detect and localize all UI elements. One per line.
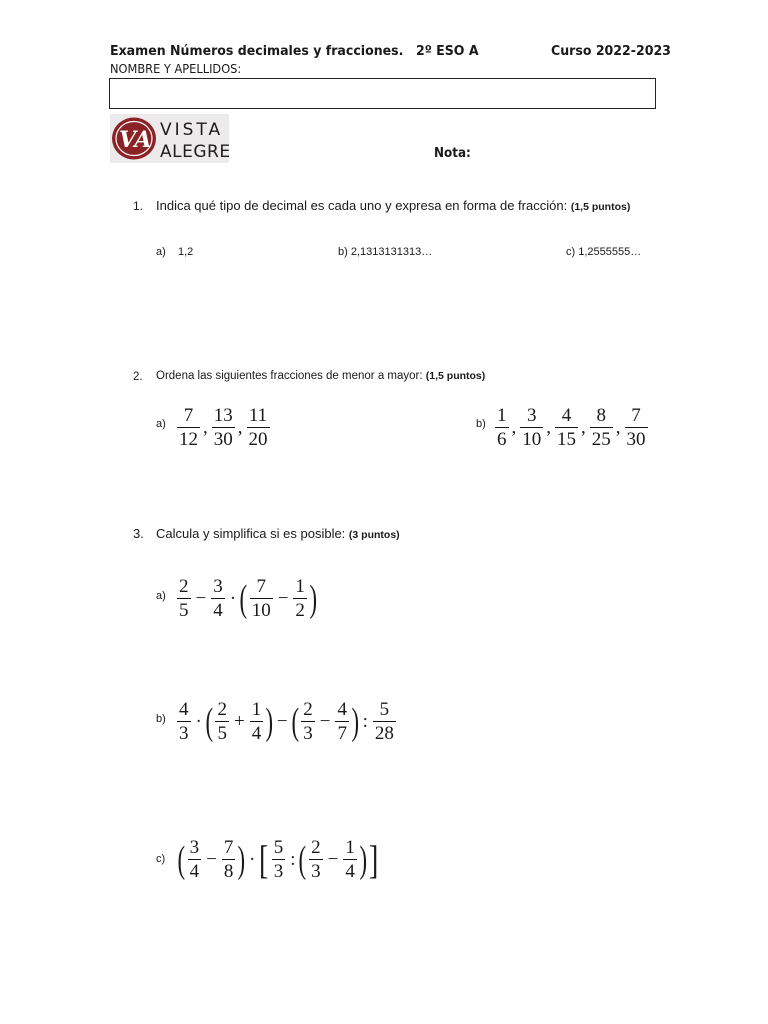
fraction-numerator: 5 — [379, 699, 390, 720]
bracket: ] — [368, 836, 378, 882]
fraction-denominator: 5 — [179, 600, 189, 621]
fraction — [177, 700, 191, 743]
fraction-numerator: 4 — [179, 699, 189, 720]
fraction-denominator: 3 — [179, 723, 189, 744]
fraction-denominator: 7 — [337, 723, 347, 744]
fraction — [555, 406, 578, 449]
parenthesis: ( — [177, 838, 186, 881]
fraction-numerator: 8 — [596, 405, 606, 426]
logo-line2: ALEGRE — [160, 142, 229, 162]
q3-text — [156, 526, 400, 541]
q3c-label: c) — [156, 853, 166, 865]
fraction-numerator: 1 — [295, 576, 305, 597]
name-label: NOMBRE Y APELLIDOS: — [110, 62, 242, 76]
math-operator: − — [206, 849, 217, 870]
fraction-numerator: 7 — [256, 576, 266, 597]
school-logo — [110, 114, 229, 163]
q1-text — [156, 198, 630, 213]
q3a-label: a) — [156, 590, 166, 602]
math-operator: − — [276, 711, 288, 732]
q1-number: 1. — [133, 199, 144, 213]
fraction-denominator: 20 — [248, 429, 268, 450]
fraction-numerator: 5 — [273, 837, 284, 858]
fraction-numerator: 2 — [179, 576, 189, 597]
parenthesis: ( — [291, 700, 299, 743]
exam-title: Examen Números decimales y fracciones. — [110, 43, 404, 59]
fraction-numerator: 3 — [213, 576, 223, 597]
q1-item-a: a) 1,2 — [156, 246, 194, 258]
exam-course: Curso 2022-2023 — [551, 43, 671, 59]
fraction-numerator: 1 — [345, 837, 355, 858]
name-field-box[interactable] — [109, 78, 656, 109]
fraction — [177, 577, 191, 620]
q2-text — [156, 370, 485, 382]
fraction — [301, 700, 315, 743]
fraction-denominator: 6 — [497, 429, 507, 450]
fraction-denominator: 12 — [179, 429, 198, 450]
math-operator: · — [249, 849, 256, 870]
q1-points: (1,5 puntos) — [570, 201, 631, 213]
fraction-denominator: 4 — [251, 723, 262, 744]
parenthesis: ) — [309, 577, 318, 620]
q3c-expression — [177, 838, 379, 881]
parenthesis: ( — [239, 577, 248, 620]
fraction-denominator: 30 — [213, 429, 233, 450]
fraction-numerator: 3 — [189, 837, 200, 858]
fraction-denominator: 4 — [213, 600, 223, 621]
math-operator: − — [277, 588, 289, 609]
comma-separator: , — [237, 417, 243, 438]
parenthesis: ( — [205, 700, 213, 743]
fraction-numerator: 1 — [251, 699, 262, 720]
bracket: [ — [259, 836, 269, 882]
math-operator: − — [195, 588, 207, 609]
comma-separator: , — [615, 417, 621, 438]
q2b-label: b) — [476, 418, 486, 430]
q2a-expression — [175, 406, 272, 449]
math-operator: − — [319, 711, 331, 732]
fraction-numerator: 7 — [631, 405, 641, 426]
comma-separator: , — [511, 417, 517, 438]
q2-points: (1,5 puntos) — [425, 370, 486, 382]
fraction-denominator: 25 — [591, 429, 611, 450]
math-operator: · — [229, 588, 237, 609]
fraction — [272, 838, 286, 881]
parenthesis: ) — [237, 838, 246, 881]
math-operator: + — [233, 711, 245, 732]
fraction-numerator: 7 — [223, 837, 234, 858]
q3-points: (3 puntos) — [348, 529, 400, 541]
parenthesis: ( — [299, 838, 307, 881]
parenthesis: ) — [351, 700, 360, 743]
q2b-expression — [493, 406, 650, 449]
fraction-denominator: 3 — [311, 861, 321, 882]
fraction — [212, 406, 235, 449]
q1-item-c: c) 1,2555555… — [566, 246, 642, 258]
fraction — [625, 406, 648, 449]
fraction-numerator: 7 — [183, 405, 194, 426]
q3b-expression — [175, 700, 398, 743]
fraction — [247, 406, 270, 449]
fraction — [335, 700, 349, 743]
fraction-denominator: 28 — [374, 723, 394, 744]
fraction-denominator: 3 — [303, 723, 313, 744]
fraction-denominator: 4 — [345, 861, 355, 882]
fraction-denominator: 3 — [273, 861, 284, 882]
fraction-denominator: 10 — [522, 429, 542, 450]
fraction — [520, 406, 543, 449]
fraction — [211, 577, 225, 620]
fraction-denominator: 15 — [557, 429, 576, 450]
comma-separator: , — [581, 417, 586, 438]
fraction-numerator: 4 — [337, 699, 347, 720]
fraction-denominator: 4 — [189, 861, 200, 882]
fraction-denominator: 10 — [251, 600, 271, 621]
school-logo-mark-icon — [110, 114, 229, 163]
comma-separator: , — [546, 417, 551, 438]
parenthesis: ) — [265, 700, 274, 743]
fraction-numerator: 13 — [213, 405, 233, 426]
fraction — [495, 406, 509, 449]
q2-statement: Ordena las siguientes fracciones de menor a mayor: — [156, 370, 423, 382]
q2-number: 2. — [133, 371, 143, 383]
fraction-numerator: 11 — [248, 405, 268, 426]
fraction — [373, 700, 396, 743]
grade-label: Nota: — [434, 146, 471, 161]
fraction — [250, 700, 264, 743]
fraction-numerator: 1 — [497, 405, 507, 426]
q1-statement: Indica qué tipo de decimal es cada uno y expresa en forma de fracción: — [156, 198, 568, 213]
q3b-label: b) — [156, 713, 166, 725]
q1-item-b: b) 2,1313131313… — [338, 246, 433, 258]
fraction-numerator: 3 — [527, 405, 537, 426]
fraction — [309, 838, 323, 881]
fraction — [215, 700, 229, 743]
fraction-numerator: 2 — [217, 699, 227, 720]
fraction-denominator: 2 — [295, 600, 305, 621]
math-operator: : — [290, 849, 296, 870]
fraction-denominator: 30 — [626, 429, 646, 450]
fraction — [177, 406, 200, 449]
fraction-numerator: 4 — [561, 405, 572, 426]
q2a-label: a) — [156, 418, 166, 430]
exam-group: 2º ESO A — [416, 43, 479, 59]
math-operator: − — [327, 849, 339, 870]
comma-separator: , — [203, 417, 208, 438]
fraction — [222, 838, 236, 881]
fraction-numerator: 2 — [311, 837, 321, 858]
fraction — [250, 577, 273, 620]
logo-line1: VISTA — [160, 120, 224, 140]
parenthesis: ) — [359, 838, 367, 881]
fraction — [293, 577, 307, 620]
logo-mark-text: VA — [119, 127, 152, 153]
fraction — [590, 406, 613, 449]
q3a-expression — [175, 577, 318, 620]
fraction — [343, 838, 357, 881]
fraction — [188, 838, 202, 881]
fraction-denominator: 8 — [223, 861, 234, 882]
math-operator: : — [362, 711, 368, 732]
math-operator: · — [195, 711, 202, 732]
fraction-denominator: 5 — [217, 723, 227, 744]
q3-statement: Calcula y simplifica si es posible: — [156, 526, 346, 541]
q3-number: 3. — [133, 526, 144, 541]
fraction-numerator: 2 — [303, 699, 313, 720]
